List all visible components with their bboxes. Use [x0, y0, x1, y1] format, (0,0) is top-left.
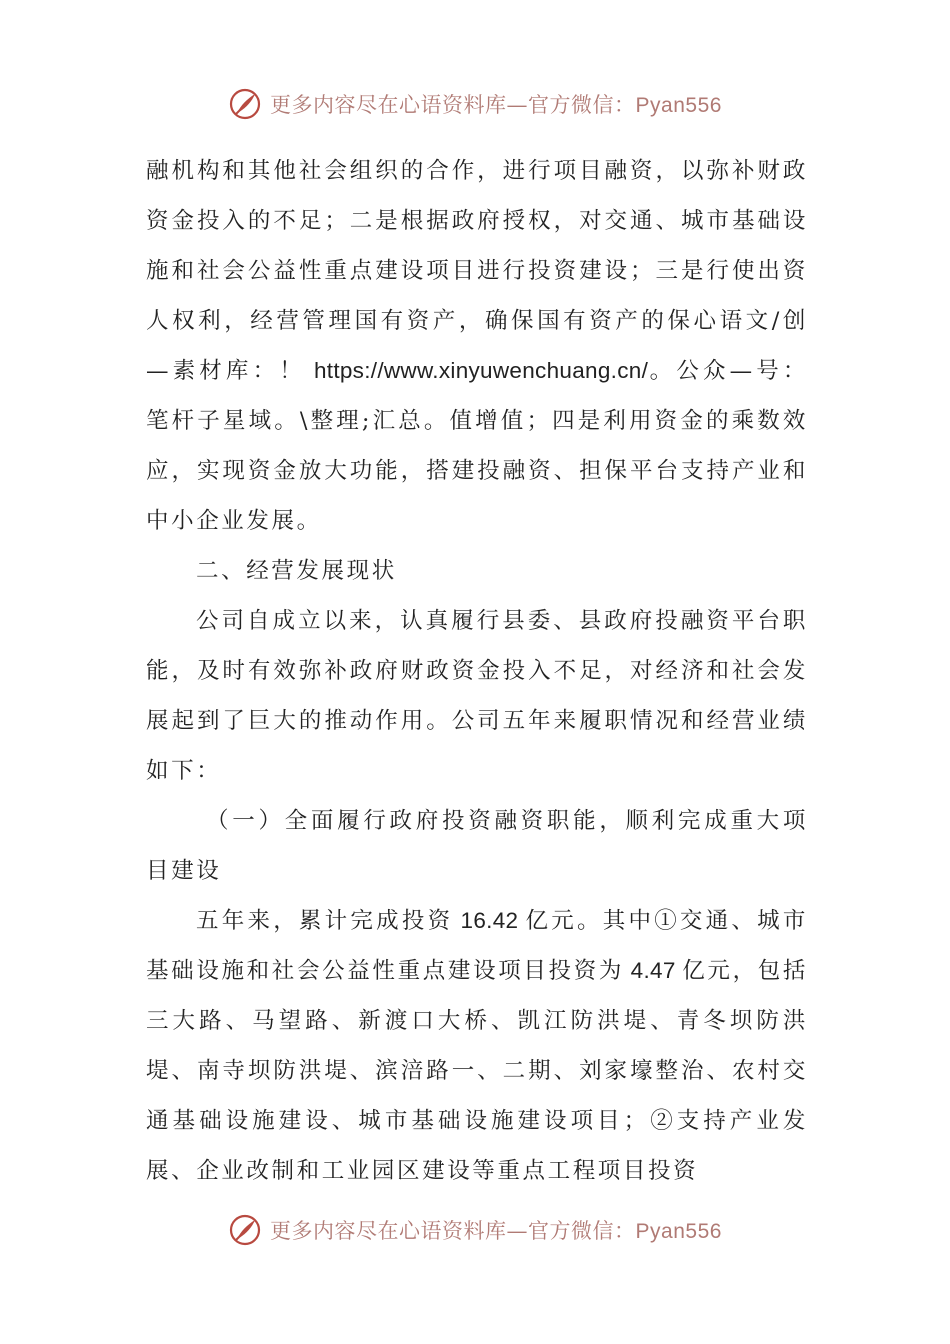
document-body	[146, 146, 808, 1196]
section-heading: 二、经营发展现状	[196, 558, 397, 584]
watermark-footer	[0, 1210, 950, 1250]
paragraph-3: 五年来，累计完成投资 16.42 亿元。其中①交通、城市基础设施和社会公益性重点建设项目投资为 4.47 亿元，包括三大路、马望路、新渡口大桥、凯江防洪堤、青冬坝防洪堤、南寺坝防洪堤、滨涪路一、二期、刘家壕整治、农村交通基础设施建设、城市基础设施建设项目；②支持产业发展、企业改制和工业园区建设等重点工程项目投资	[146, 908, 808, 1184]
quill-logo-icon	[228, 1213, 262, 1247]
watermark-text: 更多内容尽在心语资料库—官方微信：Pyan556	[270, 1219, 722, 1243]
subsection-heading: （一）全面履行政府投资融资职能，顺利完成重大项目建设	[146, 808, 808, 884]
quill-logo-icon	[228, 87, 262, 121]
paragraph-2: 公司自成立以来，认真履行县委、县政府投融资平台职能，及时有效弥补政府财政资金投入不足，对经济和社会发展起到了巨大的推动作用。公司五年来履职情况和经营业绩如下：	[146, 608, 808, 784]
watermark-text: 更多内容尽在心语资料库—官方微信：Pyan556	[270, 93, 722, 117]
watermark-header	[0, 84, 950, 124]
paragraph-1: 融机构和其他社会组织的合作，进行项目融资，以弥补财政资金投入的不足；二是根据政府授权，对交通、城市基础设施和社会公益性重点建设项目进行投资建设；三是行使出资人权利，经营管理国有资产，确保国有资产的保心语文/创—素材库：！ https://www.xinyuwenchuang.cn/。公众—号：笔杆子星域。\整理;汇总。值增值；四是利用资金的乘数效应，实现资金放大功能，搭建投融资、担保平台支持产业和中小企业发展。	[146, 158, 808, 534]
url-text: https://www.xinyuwenchuang.cn/	[305, 358, 649, 383]
